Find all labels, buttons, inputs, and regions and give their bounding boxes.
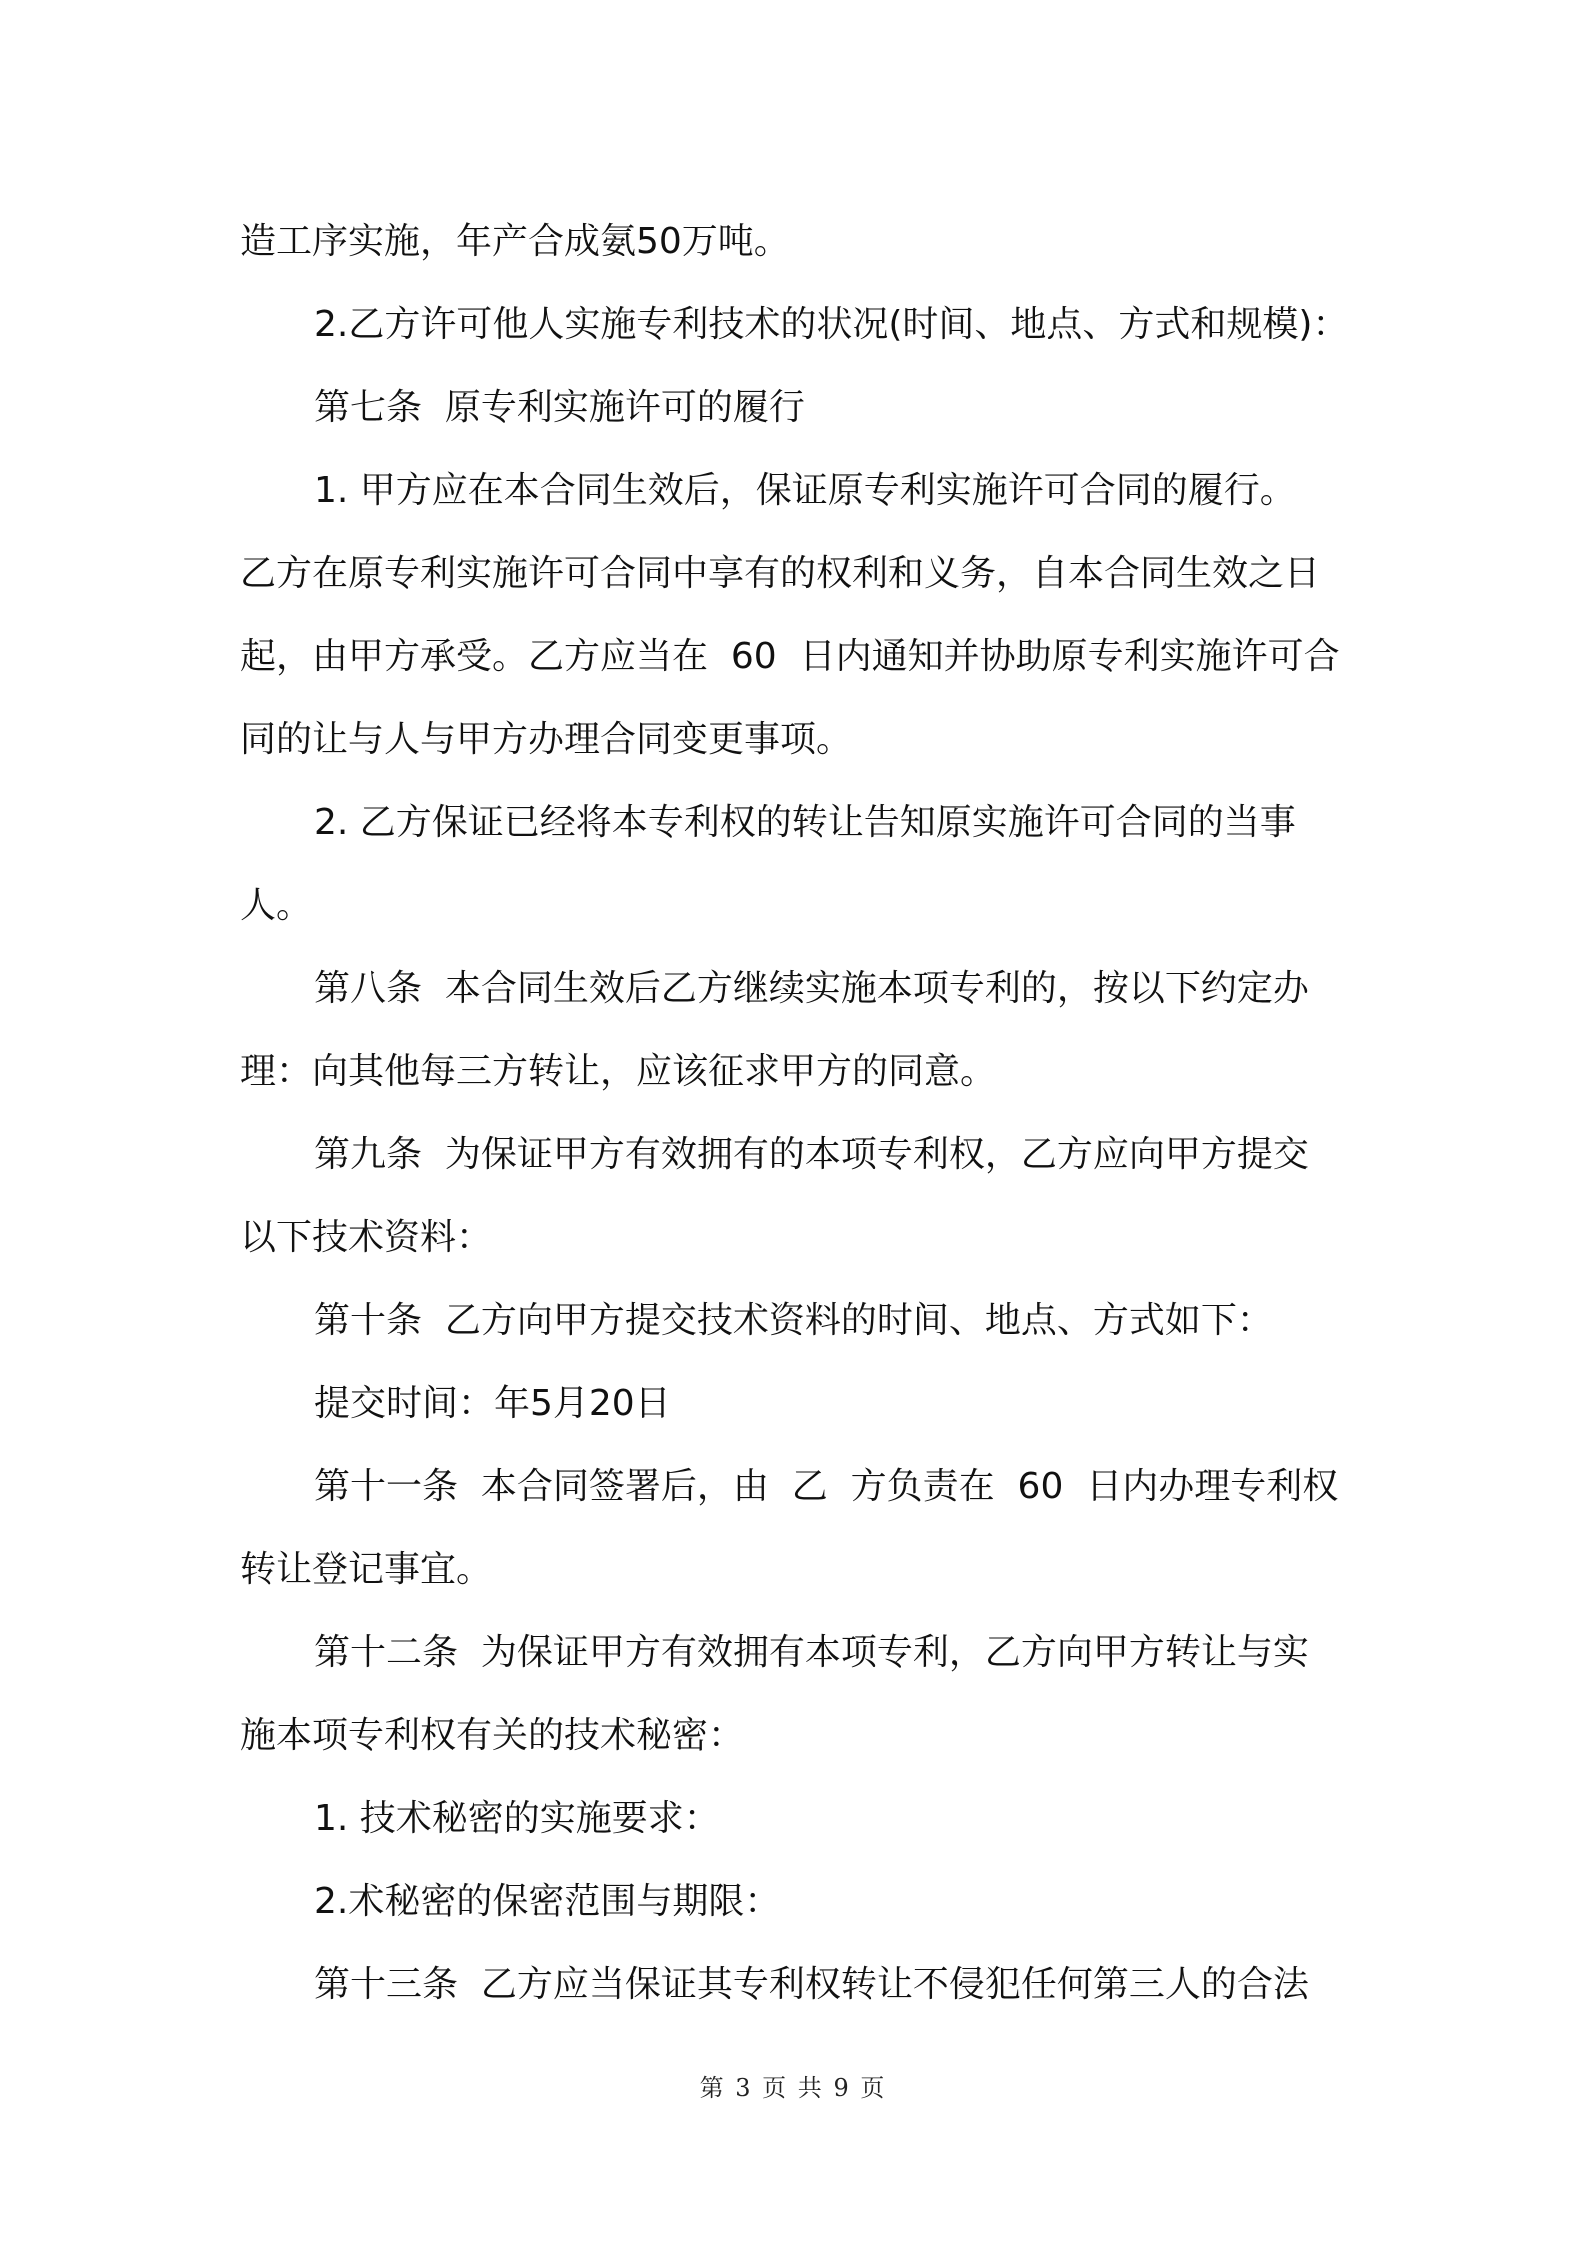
text-line: 施本项专利权有关的技术秘密： bbox=[240, 1715, 745, 1756]
text-line: 造工序实施，年产合成氨50万吨。 bbox=[240, 221, 790, 262]
text-line: 第七条 原专利实施许可的履行 bbox=[314, 387, 805, 428]
text-line: 理：向其他每三方转让，应该征求甲方的同意。 bbox=[240, 1051, 997, 1092]
text-line: 1. 技术秘密的实施要求： bbox=[314, 1798, 720, 1839]
text-line: 2. 乙方保证已经将本专利权的转让告知原实施许可合同的当事 bbox=[314, 802, 1296, 843]
text-line: 第十条 乙方向甲方提交技术资料的时间、地点、方式如下： bbox=[314, 1300, 1273, 1341]
text-line: 同的让与人与甲方办理合同变更事项。 bbox=[240, 719, 853, 760]
text-line: 以下技术资料： bbox=[240, 1217, 493, 1258]
text-line: 1. 甲方应在本合同生效后，保证原专利实施许可合同的履行。 bbox=[314, 470, 1296, 511]
text-line: 转让登记事宜。 bbox=[240, 1549, 493, 1590]
text-line: 起，由甲方承受。乙方应当在 60 日内通知并协助原专利实施许可合 bbox=[240, 636, 1340, 677]
text-line: 2.术秘密的保密范围与期限： bbox=[314, 1881, 781, 1922]
text-line: 第九条 为保证甲方有效拥有的本项专利权，乙方应向甲方提交 bbox=[314, 1134, 1309, 1175]
text-line: 2.乙方许可他人实施专利技术的状况(时间、地点、方式和规模)： bbox=[314, 304, 1349, 345]
text-line: 提交时间：年5月20日 bbox=[314, 1383, 671, 1424]
text-line: 第十二条 为保证甲方有效拥有本项专利，乙方向甲方转让与实 bbox=[314, 1632, 1309, 1673]
text-line: 第十一条 本合同签署后，由 乙 方负责在 60 日内办理专利权 bbox=[314, 1466, 1339, 1507]
text-line: 第十三条 乙方应当保证其专利权转让不侵犯任何第三人的合法 bbox=[314, 1964, 1309, 2005]
text-line: 第八条 本合同生效后乙方继续实施本项专利的，按以下约定办 bbox=[314, 968, 1309, 1009]
text-line: 人。 bbox=[240, 885, 313, 926]
text-line: 乙方在原专利实施许可合同中享有的权利和义务，自本合同生效之日 bbox=[240, 553, 1321, 594]
page-number-footer: 第 3 页 共 9 页 bbox=[699, 2074, 887, 2102]
document-body bbox=[240, 200, 1352, 2026]
